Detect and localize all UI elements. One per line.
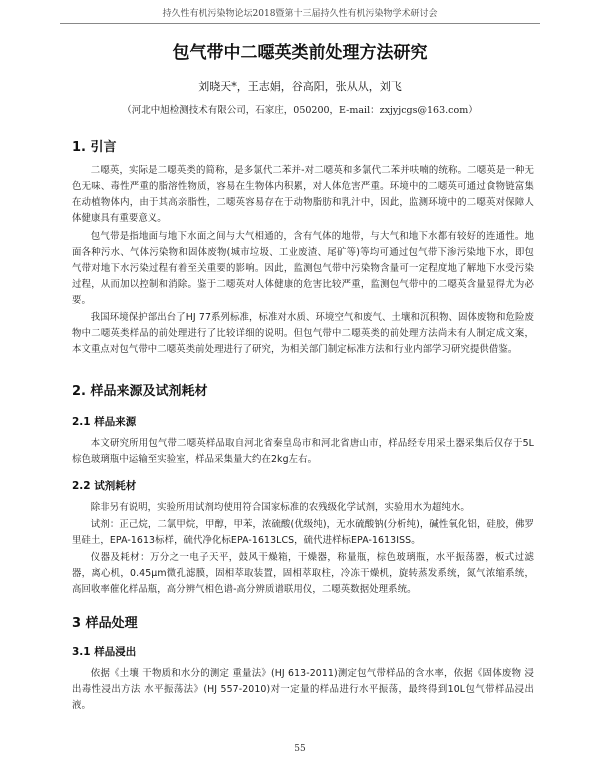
subsection-heading-reagents: 2.2 试剂耗材 bbox=[72, 480, 137, 492]
subsection-heading-leaching: 3.1 样品浸出 bbox=[72, 646, 137, 658]
running-header: 持久性有机污染物论坛2018暨第十三届持久性有机污染物学术研讨会 bbox=[60, 6, 540, 24]
paragraph-reagents-2: 试剂：正己烷，二氯甲烷，甲醇，甲苯，浓硫酸(优级纯)，无水硫酸钠(分析纯)，碱性氧化铝，硅胶，佛罗里硅土，EPA-1613标样，硫代净化标EPA-1613LCS，硫代进样标EPA-1613ISS。 bbox=[72, 519, 534, 546]
paragraph-intro-2: 包气带是指地面与地下水面之间与大气相通的，含有气体的地带，与大气和地下水都有较好的连通性。地面各种污水、气体污染物和固体废物(城市垃圾、工业废渣、尾矿等)等均可通过包气带下渗污染地下水，即包气带对地下水污染过程有着至关重要的影响。因此，监测包气带中污染物含量可一定程度地了解地下水受污染过程，从而加以控制和消除。鉴于二噁英对人体健康的危害比较严重，监测包气带中的二噁英含量显得尤为必要。 bbox=[72, 231, 534, 306]
page-number: 55 bbox=[294, 744, 306, 754]
paragraph-reagents-3: 仪器及耗材：万分之一电子天平，鼓风干燥箱，干燥器，称量瓶，棕色玻璃瓶，水平振荡器，板式过滤器，离心机，0.45μm微孔滤膜，固相萃取装置，固相萃取柱，冷冻干燥机，旋转蒸发系统，氮气浓缩系统，高回收率催化样品瓶，高分辨气相色谱-高分辨质谱联用仪，二噁英数据处理系统。 bbox=[72, 552, 534, 595]
paragraph-intro-3: 我国环境保护部出台了HJ 77系列标准，标准对水质、环境空气和废气、土壤和沉积物、固体废物和危险废物中二噁英类样品的前处理进行了比较详细的说明。但包气带中二噁英类的前处理方法尚未有人制定成文案，本文重点对包气带中二噁英类前处理进行了研究，为相关部门制定标准方法和行业内部学习研究提供借鉴。 bbox=[72, 312, 534, 355]
paragraph-intro-1: 二噁英，实际是二噁英类的简称，是多氯代二苯并-对二噁英和多氯代二苯并呋喃的统称。二噁英是一种无色无味、毒性严重的脂溶性物质，容易在生物体内积累，对人体危害严重。环境中的二噁英可通过食物链富集在动植物体内，由于其高亲脂性，二噁英容易存在于动物脂肪和乳汁中，因此，监测环境中的二噁英对保障人体健康具有重要意义。 bbox=[72, 165, 534, 224]
paragraph-reagents-1: 除非另有说明，实验所用试剂均使用符合国家标准的农残级化学试剂，实验用水为超纯水。 bbox=[90, 502, 470, 513]
paper-title: 包气带中二噁英类前处理方法研究 bbox=[172, 43, 428, 63]
section-heading-samples: 2. 样品来源及试剂耗材 bbox=[72, 384, 208, 399]
author-list: 刘晓天*，王志娟，谷高阳，张从从，刘飞 bbox=[198, 80, 402, 93]
paragraph-sample-source: 本文研究所用包气带二噁英样品取自河北省秦皇岛市和河北省唐山市，样品经专用采土器采集后仅存于5L棕色玻璃瓶中运输至实验室，样品采集量大约在2kg左右。 bbox=[72, 438, 534, 465]
section-heading-processing: 3 样品处理 bbox=[72, 616, 138, 631]
section-heading-introduction: 1. 引言 bbox=[72, 140, 117, 155]
subsection-heading-sample-source: 2.1 样品来源 bbox=[72, 416, 137, 428]
paragraph-leaching: 依据《土壤 干物质和水分的测定 重量法》(HJ 613-2011)测定包气带样品的含水率，依据《固体废物 浸出毒性浸出方法 水平振荡法》(HJ 557-2010)对一定量的样品进行水平振荡，最终得到10L包气带样品浸出液。 bbox=[72, 668, 534, 711]
affiliation: （河北中旭检测技术有限公司，石家庄，050200，E-mail：zxjyjcgs@163.com） bbox=[122, 105, 478, 116]
